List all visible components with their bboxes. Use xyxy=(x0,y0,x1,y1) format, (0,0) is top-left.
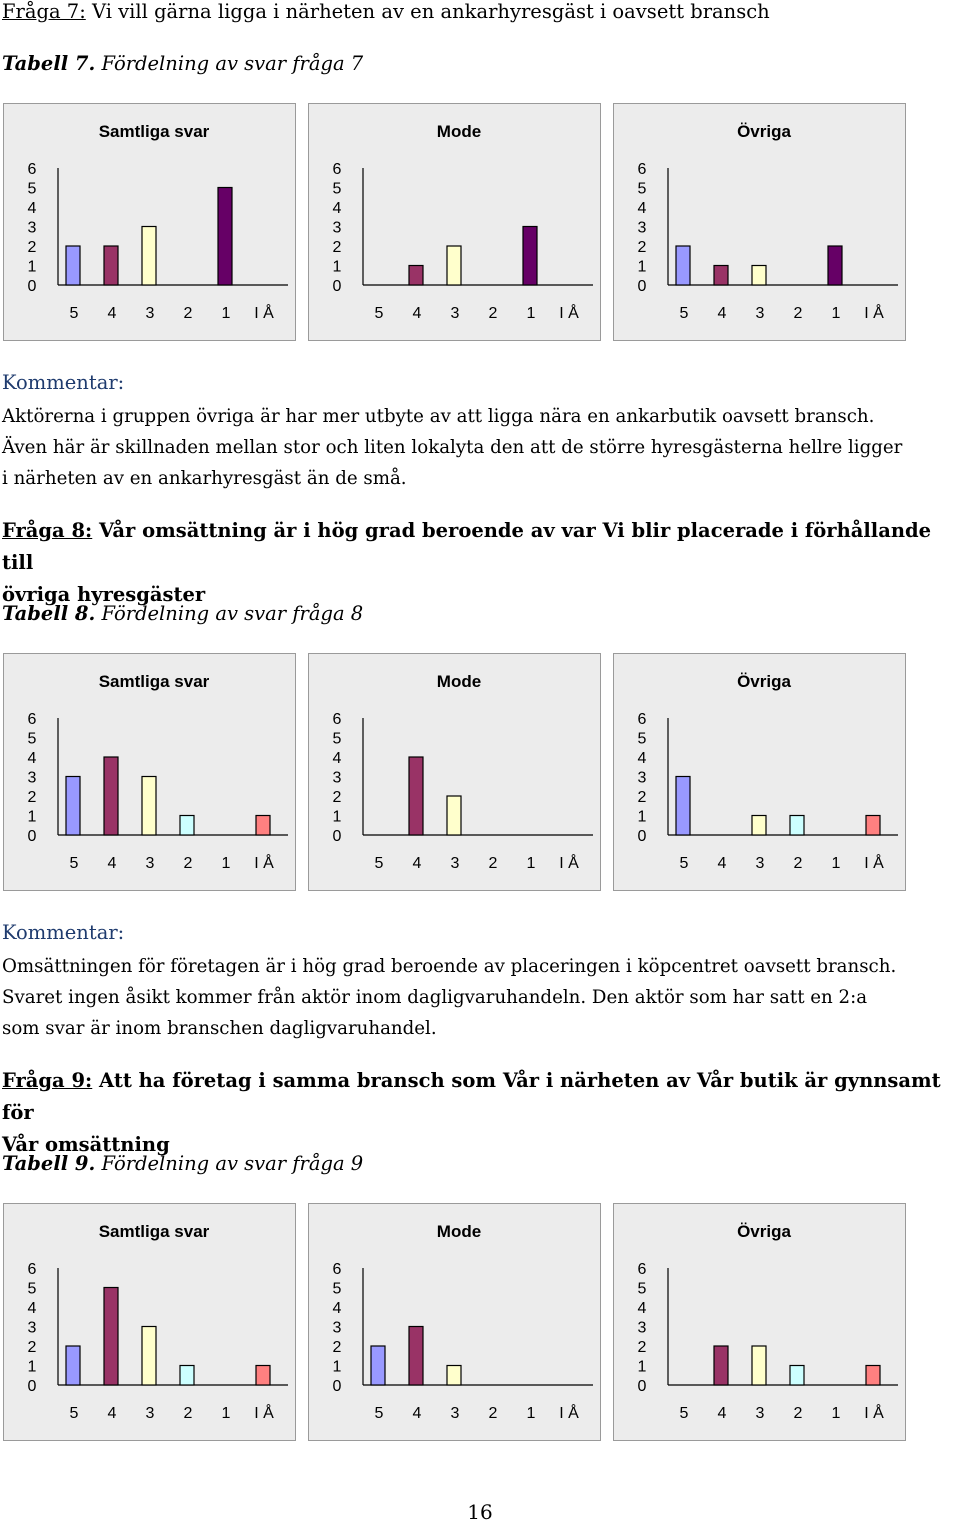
y-tick-label: 0 xyxy=(332,828,342,845)
bar xyxy=(142,1327,156,1386)
x-tick-label: 1 xyxy=(221,305,231,322)
x-tick-label: I Å xyxy=(254,855,274,872)
table-7-number: Tabell 7. xyxy=(2,52,96,75)
y-tick-label: 2 xyxy=(332,789,342,806)
table-7-title: Fördelning av svar fråga 7 xyxy=(95,52,364,75)
chart-title: Övriga xyxy=(737,122,791,141)
x-tick-label: 5 xyxy=(679,855,689,872)
question-7 xyxy=(2,0,952,28)
chart-panel-9-samtliga xyxy=(3,1203,296,1441)
chart-panel-7-ovriga xyxy=(613,103,906,341)
question-8-text: Vår omsättning är i hög grad beroende av var Vi blir placerade i förhållande till xyxy=(2,519,932,574)
y-tick-label: 5 xyxy=(27,730,37,748)
x-tick-label: I Å xyxy=(254,1405,274,1422)
comment-7-line-3: i närheten av en ankarhyresgäst än de små. xyxy=(2,468,407,489)
y-tick-label: 5 xyxy=(332,180,342,198)
bar xyxy=(180,1366,194,1386)
bar xyxy=(142,777,156,836)
bar xyxy=(409,757,423,835)
x-tick-label: 4 xyxy=(107,305,117,322)
question-9-text-2: Vår omsättning xyxy=(2,1133,170,1156)
comment-8-text xyxy=(2,951,958,1044)
x-tick-label: 2 xyxy=(183,1405,193,1422)
y-tick-label: 4 xyxy=(27,200,37,217)
x-tick-label: 2 xyxy=(488,305,498,322)
x-tick-label: 5 xyxy=(69,305,79,322)
y-tick-label: 1 xyxy=(637,258,647,276)
x-tick-label: 3 xyxy=(450,855,460,872)
x-tick-label: I Å xyxy=(864,1405,884,1422)
bar xyxy=(752,1346,766,1385)
y-tick-label: 3 xyxy=(637,219,647,237)
x-tick-label: 3 xyxy=(145,305,155,322)
chart-panel-8-ovriga xyxy=(613,653,906,891)
y-tick-label: 2 xyxy=(27,239,37,256)
y-tick-label: 3 xyxy=(27,1319,37,1337)
x-tick-label: 4 xyxy=(412,305,422,322)
x-tick-label: 5 xyxy=(374,855,384,872)
question-9 xyxy=(2,1065,952,1161)
y-tick-label: 1 xyxy=(637,1358,647,1376)
y-tick-label: 2 xyxy=(27,789,37,806)
y-tick-label: 1 xyxy=(27,1358,37,1376)
y-tick-label: 3 xyxy=(637,1319,647,1337)
x-tick-label: 3 xyxy=(755,305,765,322)
question-9-text: Att ha företag i samma bransch som Vår i närheten av Vår butik är gynnsamt för xyxy=(2,1069,941,1124)
x-tick-label: 4 xyxy=(717,855,727,872)
bar xyxy=(409,266,423,286)
table-9-number: Tabell 9. xyxy=(2,1152,96,1175)
y-tick-label: 4 xyxy=(27,750,37,767)
x-tick-label: I Å xyxy=(864,855,884,872)
y-tick-label: 5 xyxy=(332,1280,342,1298)
x-tick-label: 5 xyxy=(679,305,689,322)
bar xyxy=(66,1346,80,1385)
y-tick-label: 6 xyxy=(332,161,342,178)
bar xyxy=(714,266,728,286)
y-tick-label: 5 xyxy=(637,730,647,748)
y-tick-label: 0 xyxy=(27,828,37,845)
bar xyxy=(371,1346,385,1385)
y-tick-label: 5 xyxy=(637,1280,647,1298)
x-tick-label: 2 xyxy=(793,1405,803,1422)
x-tick-label: 1 xyxy=(831,305,841,322)
chart-panel-8-mode xyxy=(308,653,601,891)
table-8-title: Fördelning av svar fråga 8 xyxy=(95,602,364,625)
y-tick-label: 2 xyxy=(637,1339,647,1356)
x-tick-label: 3 xyxy=(450,305,460,322)
chart-title: Övriga xyxy=(737,672,791,691)
bar xyxy=(714,1346,728,1385)
table-9-title: Fördelning av svar fråga 9 xyxy=(95,1152,364,1175)
x-tick-label: 4 xyxy=(107,1405,117,1422)
bar xyxy=(790,1366,804,1386)
y-tick-label: 5 xyxy=(637,180,647,198)
y-tick-label: 2 xyxy=(27,1339,37,1356)
y-tick-label: 0 xyxy=(332,278,342,295)
bar xyxy=(752,816,766,836)
y-tick-label: 6 xyxy=(27,1261,37,1278)
comment-7-heading: Kommentar: xyxy=(2,371,125,394)
x-tick-label: 4 xyxy=(412,1405,422,1422)
comment-8-line-1: Omsättningen för företagen är i hög grad beroende av placeringen i köpcentret oavsett bransch. xyxy=(2,956,897,977)
x-tick-label: 5 xyxy=(69,855,79,872)
table-7-caption xyxy=(2,52,363,75)
x-tick-label: 1 xyxy=(831,1405,841,1422)
y-tick-label: 0 xyxy=(27,278,37,295)
table-8-number: Tabell 8. xyxy=(2,602,96,625)
y-tick-label: 5 xyxy=(27,1280,37,1298)
x-tick-label: 1 xyxy=(526,1405,536,1422)
x-tick-label: 2 xyxy=(183,305,193,322)
bar xyxy=(104,246,118,285)
x-tick-label: 2 xyxy=(488,1405,498,1422)
bar xyxy=(66,246,80,285)
bar xyxy=(447,246,461,285)
bar xyxy=(447,1366,461,1386)
question-7-text: Vi vill gärna ligga i närheten av en ankarhyresgäst i oavsett bransch xyxy=(85,0,770,23)
bar xyxy=(256,816,270,836)
y-tick-label: 1 xyxy=(332,808,342,826)
question-9-label: Fråga 9: xyxy=(2,1069,93,1092)
x-tick-label: 1 xyxy=(221,1405,231,1422)
y-tick-label: 5 xyxy=(332,730,342,748)
x-tick-label: 3 xyxy=(755,1405,765,1422)
y-tick-label: 6 xyxy=(332,711,342,728)
chart-title: Samtliga svar xyxy=(98,122,210,141)
bar xyxy=(523,227,537,286)
x-tick-label: 5 xyxy=(69,1405,79,1422)
x-tick-label: 2 xyxy=(793,305,803,322)
chart-title: Mode xyxy=(436,122,482,141)
y-tick-label: 6 xyxy=(27,711,37,728)
y-tick-label: 2 xyxy=(332,239,342,256)
chart-title: Samtliga svar xyxy=(98,1222,210,1241)
x-tick-label: 1 xyxy=(526,855,536,872)
chart-panel-9-mode xyxy=(308,1203,601,1441)
y-tick-label: 2 xyxy=(332,1339,342,1356)
x-tick-label: I Å xyxy=(559,1405,579,1422)
table-8-caption xyxy=(2,602,363,625)
question-8-label: Fråga 8: xyxy=(2,519,93,542)
x-tick-label: 4 xyxy=(717,1405,727,1422)
x-tick-label: I Å xyxy=(254,305,274,322)
y-tick-label: 1 xyxy=(27,808,37,826)
question-7-label: Fråga 7: xyxy=(2,0,86,23)
comment-7-text xyxy=(2,401,958,494)
y-tick-label: 2 xyxy=(637,239,647,256)
y-tick-label: 4 xyxy=(332,750,342,767)
y-tick-label: 1 xyxy=(637,808,647,826)
bar xyxy=(180,816,194,836)
chart-panel-9-ovriga xyxy=(613,1203,906,1441)
x-tick-label: 1 xyxy=(221,855,231,872)
y-tick-label: 1 xyxy=(27,258,37,276)
comment-7-line-2: Även här är skillnaden mellan stor och liten lokalyta den att de större hyresgästerna hellre ligger xyxy=(2,437,903,458)
x-tick-label: 5 xyxy=(374,305,384,322)
x-tick-label: 2 xyxy=(793,855,803,872)
x-tick-label: 3 xyxy=(145,1405,155,1422)
x-tick-label: 1 xyxy=(526,305,536,322)
bar xyxy=(790,816,804,836)
y-tick-label: 3 xyxy=(27,219,37,237)
y-tick-label: 3 xyxy=(27,769,37,787)
y-tick-label: 6 xyxy=(637,711,647,728)
chart-title: Mode xyxy=(436,1222,482,1241)
bar xyxy=(104,757,118,835)
comment-8-line-2: Svaret ingen åsikt kommer från aktör inom dagligvaruhandeln. Den aktör som har satt en 2:a xyxy=(2,987,868,1008)
y-tick-label: 3 xyxy=(637,769,647,787)
y-tick-label: 6 xyxy=(27,161,37,178)
question-8 xyxy=(2,515,952,611)
x-tick-label: I Å xyxy=(864,305,884,322)
bar xyxy=(142,227,156,286)
x-tick-label: 2 xyxy=(183,855,193,872)
x-tick-label: I Å xyxy=(559,855,579,872)
y-tick-label: 0 xyxy=(637,828,647,845)
bar xyxy=(409,1327,423,1386)
bar xyxy=(66,777,80,836)
bar xyxy=(256,1366,270,1386)
bar xyxy=(218,188,232,286)
y-tick-label: 0 xyxy=(637,1378,647,1395)
comment-8-line-3: som svar är inom branschen dagligvaruhandel. xyxy=(2,1018,437,1039)
y-tick-label: 0 xyxy=(637,278,647,295)
y-tick-label: 1 xyxy=(332,258,342,276)
y-tick-label: 4 xyxy=(637,1300,647,1317)
chart-title: Samtliga svar xyxy=(98,672,210,691)
chart-panel-7-mode xyxy=(308,103,601,341)
x-tick-label: 5 xyxy=(679,1405,689,1422)
x-tick-label: 3 xyxy=(755,855,765,872)
x-tick-label: 4 xyxy=(412,855,422,872)
y-tick-label: 5 xyxy=(27,180,37,198)
bar xyxy=(752,266,766,286)
y-tick-label: 3 xyxy=(332,769,342,787)
x-tick-label: 1 xyxy=(831,855,841,872)
y-tick-label: 6 xyxy=(637,161,647,178)
y-tick-label: 6 xyxy=(637,1261,647,1278)
bar xyxy=(676,777,690,836)
y-tick-label: 6 xyxy=(332,1261,342,1278)
y-tick-label: 3 xyxy=(332,219,342,237)
x-tick-label: 2 xyxy=(488,855,498,872)
y-tick-label: 1 xyxy=(332,1358,342,1376)
y-tick-label: 4 xyxy=(637,750,647,767)
page-number: 16 xyxy=(467,1500,493,1524)
x-tick-label: 5 xyxy=(374,1405,384,1422)
x-tick-label: 4 xyxy=(107,855,117,872)
y-tick-label: 0 xyxy=(332,1378,342,1395)
x-tick-label: 4 xyxy=(717,305,727,322)
bar xyxy=(866,1366,880,1386)
chart-panel-7-samtliga xyxy=(3,103,296,341)
x-tick-label: I Å xyxy=(559,305,579,322)
table-9-caption xyxy=(2,1152,363,1175)
bar xyxy=(866,816,880,836)
chart-title: Övriga xyxy=(737,1222,791,1241)
y-tick-label: 2 xyxy=(637,789,647,806)
y-tick-label: 3 xyxy=(332,1319,342,1337)
bar xyxy=(447,796,461,835)
question-8-text-2: övriga hyresgäster xyxy=(2,583,206,606)
y-tick-label: 0 xyxy=(27,1378,37,1395)
y-tick-label: 4 xyxy=(27,1300,37,1317)
comment-8-heading: Kommentar: xyxy=(2,921,125,944)
chart-panel-8-samtliga xyxy=(3,653,296,891)
chart-title: Mode xyxy=(436,672,482,691)
x-tick-label: 3 xyxy=(450,1405,460,1422)
bar xyxy=(104,1288,118,1386)
bar xyxy=(676,246,690,285)
y-tick-label: 4 xyxy=(332,1300,342,1317)
x-tick-label: 3 xyxy=(145,855,155,872)
y-tick-label: 4 xyxy=(332,200,342,217)
y-tick-label: 4 xyxy=(637,200,647,217)
bar xyxy=(828,246,842,285)
comment-7-line-1: Aktörerna i gruppen övriga är har mer utbyte av att ligga nära en ankarbutik oavsett bransch. xyxy=(2,406,875,427)
